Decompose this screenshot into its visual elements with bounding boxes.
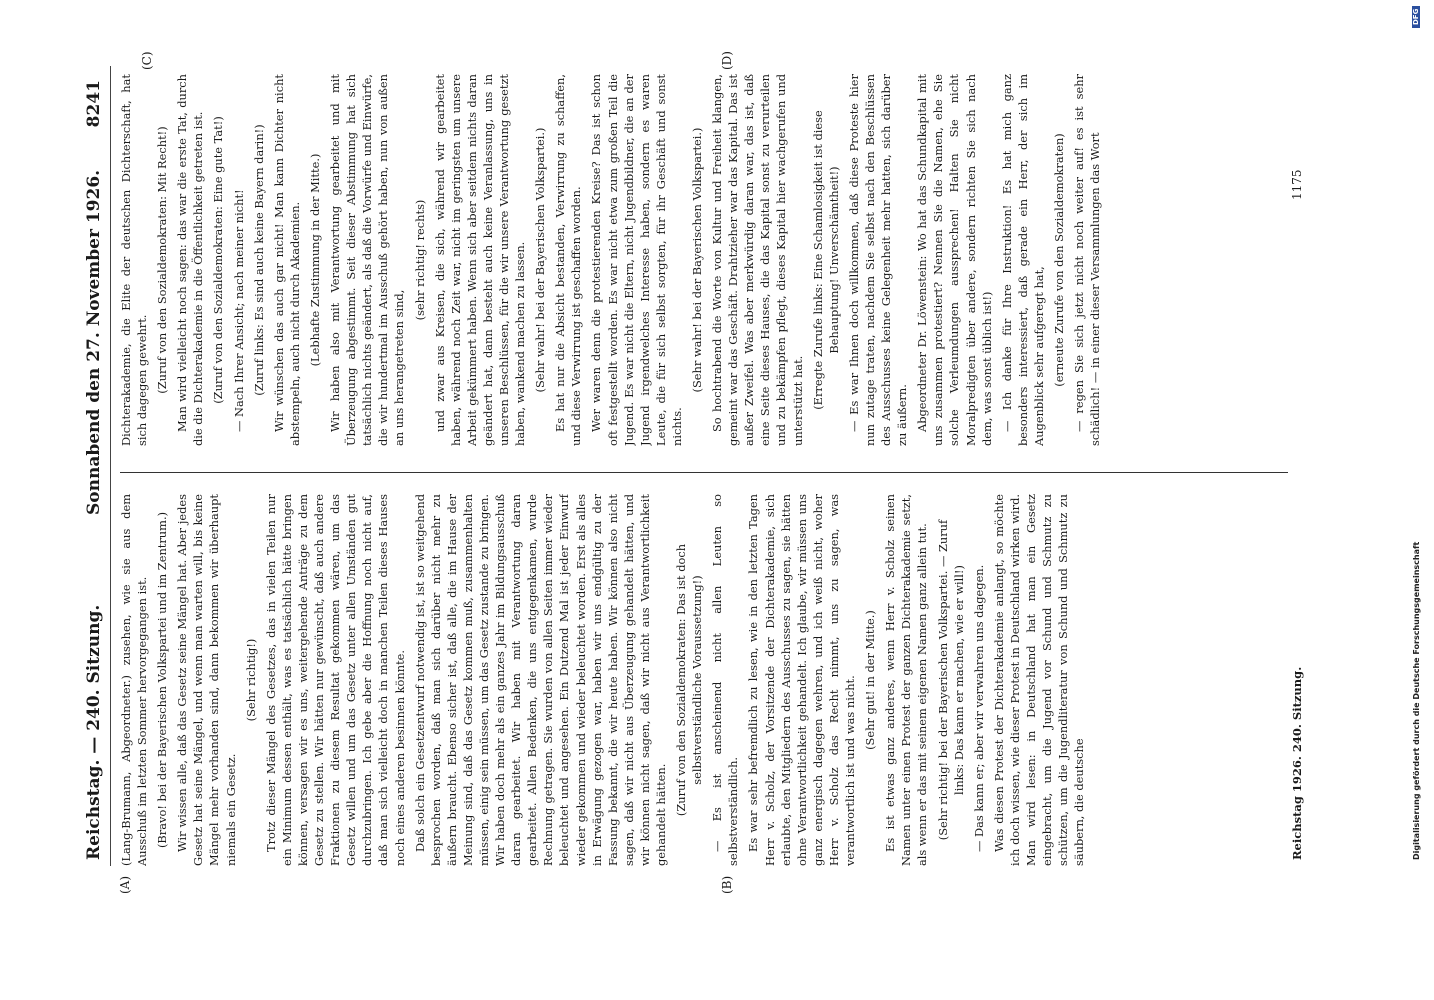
page-header bbox=[84, 80, 108, 860]
speech-paragraph: Dichterakademie, die Elite der deutschen Dichterschaft, hat sich dagegen gewehrt. bbox=[119, 74, 150, 446]
interjection-paragraph: (Zuruf von den Sozialdemokraten: Mit Recht!) bbox=[155, 126, 170, 394]
footer-reference: Reichstag 1926. 240. Sitzung. bbox=[1290, 666, 1304, 860]
speech-paragraph: — Ich danke für Ihre Instruktion! Es hat mich ganz besonders interessiert, daß gerade ein Herr, der sich im Augenblick sehr aufgeregt hat, bbox=[999, 74, 1046, 446]
interjection-paragraph: (Erregte Zurufe links: Eine Schamlosigkeit ist diese Behauptung! Unverschämtheit!) bbox=[810, 110, 841, 410]
right-text-column bbox=[118, 74, 1292, 446]
header-date: Sonnabend den 27. November 1926. bbox=[84, 169, 104, 515]
interjection-paragraph: (Sehr wahr! bei der Bayerischen Volkspartei.) bbox=[690, 127, 704, 393]
interjection-paragraph: (Sehr wahr! bei der Bayerischen Volkspartei.) bbox=[533, 127, 548, 393]
speech-paragraph: Was diesen Protest der Dichterakademie anlangt, so möchte ich doch wissen, wie dieser Protest in Deutschland wirken wird. Man wird lesen: in Deutschland hat man ein Gesetz eingebracht, um die Jugend vor Schund und Schmutz zu schützen, um die Jugendliteratur von Schund und Schmutz zu säubern, die deutsche bbox=[991, 494, 1087, 866]
margin-marker-c: (C) bbox=[140, 51, 154, 70]
header-session: Reichstag. — 240. Sitzung. bbox=[84, 604, 104, 860]
speech-paragraph: Abgeordneter Dr. Löwenstein: Wo hat das Schundkapital mit uns zusammen protestiert? Nennen Sie die Namen, ehe Sie solche Verleumdungen aussprechen! Halten Sie nicht Moralpredigten über andere, sondern richten Sie sich nach dem, was sonst üblich ist!) bbox=[915, 74, 994, 446]
interjection-paragraph: (Zuruf links: Es sind auch keine Bayern darin!) bbox=[251, 124, 266, 396]
speech-paragraph: Wir haben also mit Verantwortung gearbeitet und mit Überzeugung abgestimmt. Seit dieser Abstimmung hat sich tatsächlich nichts geändert, als daß die Vorwürfe und Einwürfe, die wir hundertmal im Ausschuß gehört haben, nun von außen an uns herangetreten sind, bbox=[328, 74, 407, 446]
footer-page-number: 1175 bbox=[1290, 169, 1304, 200]
speech-paragraph: — regen Sie sich jetzt nicht noch weiter auf! es ist sehr schädlich! — in einer dieser Versammlungen das Wort bbox=[1072, 74, 1103, 446]
interjection-paragraph: (Sehr richtig! bei der Bayerischen Volkspartei. — Zuruf links: Das kann er machen, wie er will!) bbox=[935, 519, 966, 841]
speech-paragraph: Wir wissen alle, daß das Gesetz seine Mängel hat. Aber jedes Gesetz hat seine Mängel, und wenn man warten will, bis keine Mängel mehr vorhanden sind, dann bekommen wir überhaupt niemals ein Gesetz. bbox=[175, 494, 238, 866]
speech-paragraph: Wer waren denn die protestierenden Kreise? Das ist schon oft festgestellt worden. Es war nicht etwa zum großen Teil die Jugend. Es war nicht die Eltern, nicht Jugendbildner, die an der Jugend irgendwelches Interesse haben, sondern es waren Leute, die für sich selbst sorgten, für ihr Geschäft und sonst nichts. bbox=[589, 74, 684, 446]
speech-paragraph: — Es war Ihnen doch willkommen, daß diese Proteste hier nun zutage traten, nachdem Sie selbst nach den Beschlüssen des Ausschusses keine Gelegenheit mehr hatten, sich darüber zu äußern. bbox=[846, 74, 910, 446]
speech-paragraph: Es hat nur die Absicht bestanden, Verwirrung zu schaffen, und diese Verwirrung ist geschaffen worden. bbox=[553, 74, 584, 446]
margin-marker-a: (A) bbox=[118, 875, 132, 894]
interjection-paragraph: (Zuruf von den Sozialdemokraten: Das ist doch selbstverständliche Voraussetzung!) bbox=[674, 543, 705, 817]
speech-paragraph: Es ist etwas ganz anderes, wenn Herr v. Scholz seinen Namen unter einen Protest der ganzen Dichterakademie setzt, als wenn er das mit seinem eigenen Namen ganz allein tut. bbox=[883, 494, 930, 866]
interjection-paragraph: (Bravo! bei der Bayerischen Volkspartei und im Zentrum.) bbox=[155, 511, 170, 849]
dfg-logo-badge: DFG bbox=[1412, 6, 1420, 28]
header-page-number: 8241 bbox=[84, 80, 104, 128]
margin-marker-b: (B) bbox=[720, 875, 734, 894]
speech-paragraph: — Das kann er; aber wir verwahren uns dagegen. bbox=[971, 564, 986, 852]
speech-paragraph: — Nach Ihrer Ansicht; nach meiner nicht! bbox=[231, 189, 246, 432]
interjection-paragraph: (sehr richtig! rechts) bbox=[412, 199, 427, 321]
interjection-paragraph: (Sehr richtig!) bbox=[243, 638, 258, 722]
speech-paragraph: Es war sehr befremdlich zu lesen, wie in den letzten Tagen Herr v. Scholz, der Vorsitzende der Dichterakademie, sich erlaubte, den Mitgliedern des Ausschusses zu sagen, sie hätten ohne Verantwortlichkeit gehandelt. Ich glaube, wir müssen uns ganz energisch dagegen wehren, und ich weiß nicht, woher Herr v. Scholz das Recht nimmt, uns zu sagen, was verantwortlich ist und was nicht. bbox=[746, 494, 858, 866]
left-text-column bbox=[118, 494, 1292, 866]
speech-paragraph: Man wird vielleicht noch sagen: das war die erste Tat, durch die die Dichterakademie in die Öffentlichkeit getreten ist. bbox=[175, 74, 206, 446]
interjection-paragraph: (Zuruf von den Sozialdemokraten: Eine gute Tat!) bbox=[211, 116, 226, 404]
speech-paragraph: — Es ist anscheinend nicht allen Leuten so selbstverständlich. bbox=[710, 494, 741, 866]
digitization-credit: Digitalisierung gefördert durch die Deutsche Forschungsgemeinschaft bbox=[1412, 541, 1421, 860]
interjection-paragraph: (Lebhafte Zustimmung in der Mitte.) bbox=[307, 153, 322, 367]
margin-marker-d: (D) bbox=[720, 51, 734, 70]
speech-paragraph: So hochtrabend die Worte von Kultur und Freiheit klangen, gemeint war das Geschäft. Drahtzieher war das Kapital. Das ist außer Zweifel. Was aber merkwürdig daran war, das ist, daß eine Seite dieses Hauses, die das Kapital sonst zu verurteilen und zu bekämpfen pflegt, dieses Kapital hier wachgerufen und unterstützt hat. bbox=[710, 74, 805, 446]
header-rule bbox=[110, 66, 111, 866]
speech-paragraph: Trotz dieser Mängel des Gesetzes, das in vielen Teilen nur ein Minimum dessen enthält, was es tatsächlich hätte bringen können, versagen wir es uns, weitergehende Anträge zu dem Gesetz zu stellen. Wir hätten nur gewünscht, daß auch andere Fraktionen zu diesem Resultat gekommen wären, um das Gesetz willen und um das Gesetz unter allen Umständen gut durchzubringen. Ich gebe aber die Hoffnung noch nicht auf, daß man sich vielleicht doch in manchen Teilen dieses Hauses noch eines anderen besinnen könnte. bbox=[263, 494, 407, 866]
interjection-paragraph: (Sehr gut! in der Mitte.) bbox=[863, 610, 878, 750]
column-divider bbox=[120, 472, 1288, 473]
interjection-paragraph: (erneute Zurufe von den Sozialdemokraten) bbox=[1051, 133, 1066, 387]
speech-paragraph: Wir wünschen das auch gar nicht! Man kann Dichter nicht abstempeln, auch nicht durch Akademien. bbox=[271, 74, 302, 446]
speech-paragraph: Daß solch ein Gesetzentwurf notwendig ist, ist so weitgehend besprochen worden, daß man sich darüber nicht mehr zu äußern braucht. Ebenso sicher ist, daß alle, die im Hause der Meinung sind, daß das Gesetz kommen muß, zusammenhalten müssen, einig sein müssen, um das Gesetz zustande zu bringen. Wir haben doch mehr als ein ganzes Jahr im Bildungsausschuß daran gearbeitet. Wir haben mit Verantwortung daran gearbeitet. Allen Bedenken, die uns entgegenkamen, wurde Rechnung getragen. Sie wurden von allen Seiten immer wieder beleuchtet und angesehen. Ein Dutzend Mal ist jeder Einwurf wieder gekommen und wieder beleuchtet worden. Erst als alles in Erwägung gezogen war, haben wir uns endgültig zu der Fassung bekannt, die wir heute haben. Wir können also nicht sagen, daß wir nicht aus Überzeugung gehandelt hätten, und wir können nicht sagen, daß wir nicht aus Verantwortlichkeit gehandelt hätten. bbox=[412, 494, 668, 866]
speech-paragraph: (Lang-Brumann, Abgeordneter.) zusehen, wie sie aus dem Ausschuß im letzten Sommer hervorgegangen ist. bbox=[119, 494, 150, 866]
speech-paragraph: und zwar aus Kreisen, die sich, während wir gearbeitet haben, während noch Zeit war, nicht im geringsten um unsere Arbeit gekümmert haben. Wenn sich aber seitdem nichts daran geändert hat, dann besteht auch keine Veranlassung, uns in unseren Beschlüssen, für die wir unsere Verantwortung gesetzt haben, wankend machen zu lassen. bbox=[432, 74, 528, 446]
